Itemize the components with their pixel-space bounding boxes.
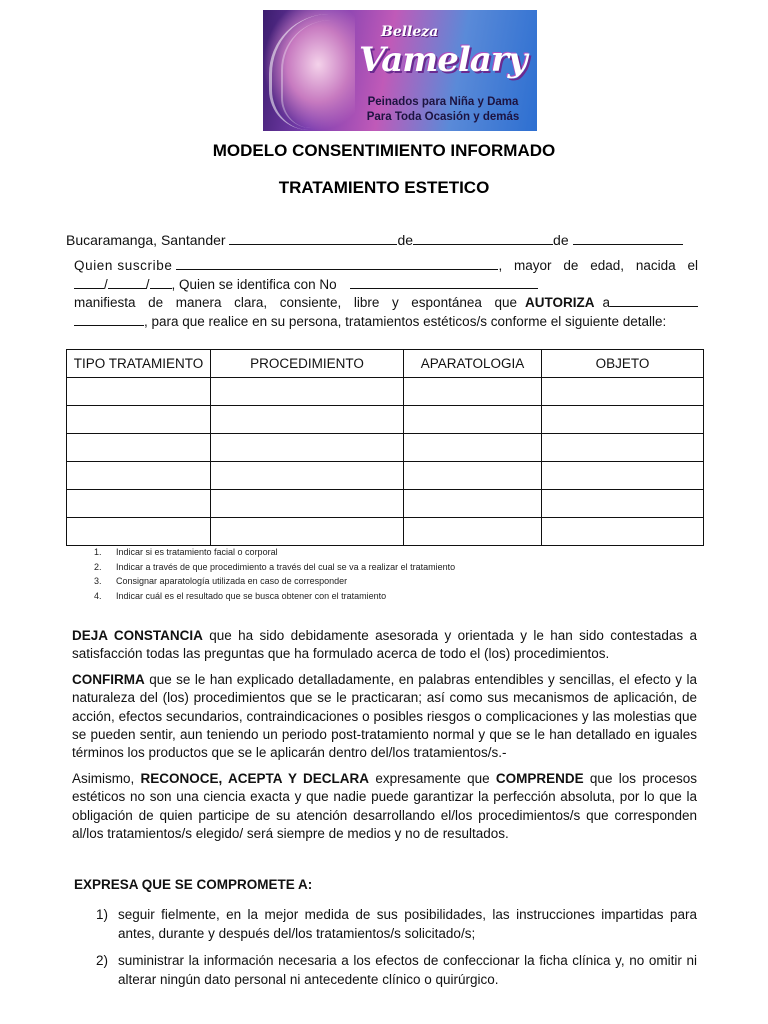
table-cell[interactable]: [67, 462, 211, 490]
table-cell[interactable]: [404, 490, 542, 518]
commitment-item: [96, 952, 697, 989]
year-blank[interactable]: [573, 232, 683, 245]
commitment-text: seguir fielmente, en la mejor medida de sus posibilidades, las instrucciones impartidas para antes, durante y después del/los tratamientos/s solicitado/s;: [118, 907, 697, 941]
asimismo-mid-text: expresamente que: [369, 771, 496, 786]
table-cell[interactable]: [542, 378, 704, 406]
table-cell[interactable]: [404, 462, 542, 490]
table-cell[interactable]: [67, 518, 211, 546]
table-cell[interactable]: [542, 490, 704, 518]
logo-brand-name: Vamelary: [359, 40, 527, 80]
table-cell[interactable]: [211, 462, 404, 490]
footnote-item: 1. Indicar si es tratamiento facial o corporal: [94, 547, 278, 557]
commitment-number: 1): [96, 907, 109, 922]
logo-tagline-2: Para Toda Ocasión y demás: [366, 111, 520, 123]
identifica-label: , Quien se identifica con No: [171, 277, 337, 292]
id-number-blank[interactable]: [350, 276, 538, 289]
header-objeto: OBJETO: [542, 350, 704, 378]
table-cell[interactable]: [67, 378, 211, 406]
asimismo-paragraph: [72, 770, 697, 843]
manifiesta-text: manifiesta de manera clara, consiente, libre y espontánea que: [74, 295, 517, 310]
place-date-line: [66, 232, 683, 248]
footnote-text: Indicar a través de que procedimiento a través del cual se va a realizar el tratamiento: [116, 561, 456, 572]
subscriber-line: [74, 257, 698, 273]
quien-suscribe-label: Quien suscribe: [74, 258, 173, 273]
commitment-number: 2): [96, 953, 109, 968]
table-cell[interactable]: [404, 518, 542, 546]
footnote-text: Indicar si es tratamiento facial o corporal: [116, 547, 278, 557]
place-label: Bucaramanga, Santander: [66, 232, 226, 248]
footnote-text: Indicar cuál es el resultado que se busca obtener con el tratamiento: [116, 590, 387, 601]
provider-name-blank[interactable]: [610, 294, 698, 307]
asimismo-end-text: que los procesos estéticos no son una ciencia exacta y que nadie puede garantizar la perfección absoluta, por lo que la obligación de quien participe de su atención desarrollando el/los procedimientos/s que corresponden al/los tratamientos/s elegido/ será siempre de medios y no de resultados.: [72, 771, 697, 841]
a-label: a: [602, 295, 610, 310]
day-blank[interactable]: [229, 232, 397, 245]
header-procedimiento: PROCEDIMIENTO: [211, 350, 404, 378]
table-cell[interactable]: [404, 434, 542, 462]
footnote-text: Consignar aparatología utilizada en caso de corresponder: [116, 576, 348, 586]
month-blank[interactable]: [413, 232, 553, 245]
treatment-table: [66, 349, 704, 546]
autoriza-label: AUTORIZA: [524, 295, 595, 310]
footnote-item: 2. Indicar a través de que procedimiento a través del cual se va a realizar el tratamiento: [94, 561, 456, 572]
table-cell[interactable]: [211, 434, 404, 462]
asimismo-text: Asimismo,: [72, 771, 141, 786]
table-cell[interactable]: [211, 490, 404, 518]
table-row: [67, 462, 704, 490]
para-que-line: [74, 313, 666, 329]
confirma-text: que se le han explicado detalladamente, en palabras entendibles y sencillas, el efecto y la naturaleza del (los) procedimientos que se le practicaran; así como sus mecanismos de aplicación, de acción, efectos secundarios, contraindicaciones o posibles riesgos o complicaciones y las molestias que se pueden sentir, aun teniendo un periodo post-tratamiento normal y que se le han detallado en iguales términos los productos que se le aplicarán dentro del/los tratamientos/s.-: [72, 672, 697, 761]
table-cell[interactable]: [211, 518, 404, 546]
logo-tagline-1: Peinados para Niña y Dama: [367, 96, 519, 108]
table-cell[interactable]: [404, 406, 542, 434]
reconoce-bold: RECONOCE, ACEPTA Y DECLARA: [140, 771, 370, 786]
table-row: [67, 518, 704, 546]
de-label-1: de: [397, 232, 414, 248]
header-tipo-tratamiento: TIPO TRATAMIENTO: [67, 350, 211, 378]
table-row: [67, 490, 704, 518]
table-cell[interactable]: [67, 490, 211, 518]
header-aparatologia: APARATOLOGIA: [404, 350, 542, 378]
deja-constancia-paragraph: [72, 627, 697, 664]
table-row: [67, 378, 704, 406]
para-que-text: , para que realice en su persona, tratamientos estéticos/s conforme el siguiente detalle:: [144, 314, 667, 329]
subscriber-name-blank[interactable]: [176, 257, 498, 270]
birth-day-blank[interactable]: [74, 276, 104, 289]
table-cell[interactable]: [67, 406, 211, 434]
manifiesta-line: [74, 294, 698, 310]
table-cell[interactable]: [542, 434, 704, 462]
footnote-item: 3. Consignar aparatología utilizada en caso de corresponder: [94, 576, 348, 586]
provider-name-blank-2[interactable]: [74, 313, 144, 326]
commitments-heading: EXPRESA QUE SE COMPROMETE A:: [74, 877, 313, 892]
table-cell[interactable]: [67, 434, 211, 462]
commitment-text: suministrar la información necesaria a los efectos de confeccionar la ficha clínica y, no omitir ni alterar ningún dato personal ni antecedente clínico o quirúrgico.: [118, 953, 697, 987]
table-footnotes: [94, 547, 455, 605]
table-row: [67, 406, 704, 434]
table-cell[interactable]: [404, 378, 542, 406]
table-row: [67, 434, 704, 462]
birth-month-blank[interactable]: [108, 276, 146, 289]
table-cell[interactable]: [542, 518, 704, 546]
table-cell[interactable]: [211, 406, 404, 434]
document-subtitle: TRATAMIENTO ESTETICO: [278, 178, 490, 197]
table-cell[interactable]: [211, 378, 404, 406]
birth-year-blank[interactable]: [150, 276, 172, 289]
brand-logo: [263, 10, 537, 131]
deja-constancia-text: que ha sido debidamente asesorada y orientada y le han sido contestadas a satisfacción todas las preguntas que ha formulado acerca de todo el (los) procedimientos.: [72, 628, 697, 662]
de-label-2: de: [553, 232, 569, 248]
table-cell[interactable]: [542, 462, 704, 490]
commitment-item: [96, 906, 697, 943]
table-cell[interactable]: [542, 406, 704, 434]
deja-constancia-bold: DEJA CONSTANCIA: [72, 628, 203, 643]
document-title: MODELO CONSENTIMIENTO INFORMADO: [212, 141, 556, 160]
comprende-bold: COMPRENDE: [495, 771, 584, 786]
footnote-item: 4. Indicar cuál es el resultado que se busca obtener con el tratamiento: [94, 590, 387, 601]
confirma-bold: CONFIRMA: [72, 672, 145, 687]
birthdate-id-line: / / , Quien se identifica con No: [74, 276, 538, 292]
confirma-paragraph: [72, 671, 697, 762]
table-header-row: [67, 350, 704, 378]
mayor-edad-label: , mayor de edad, nacida el: [498, 258, 698, 273]
logo-brand-top: Belleza: [381, 24, 439, 40]
